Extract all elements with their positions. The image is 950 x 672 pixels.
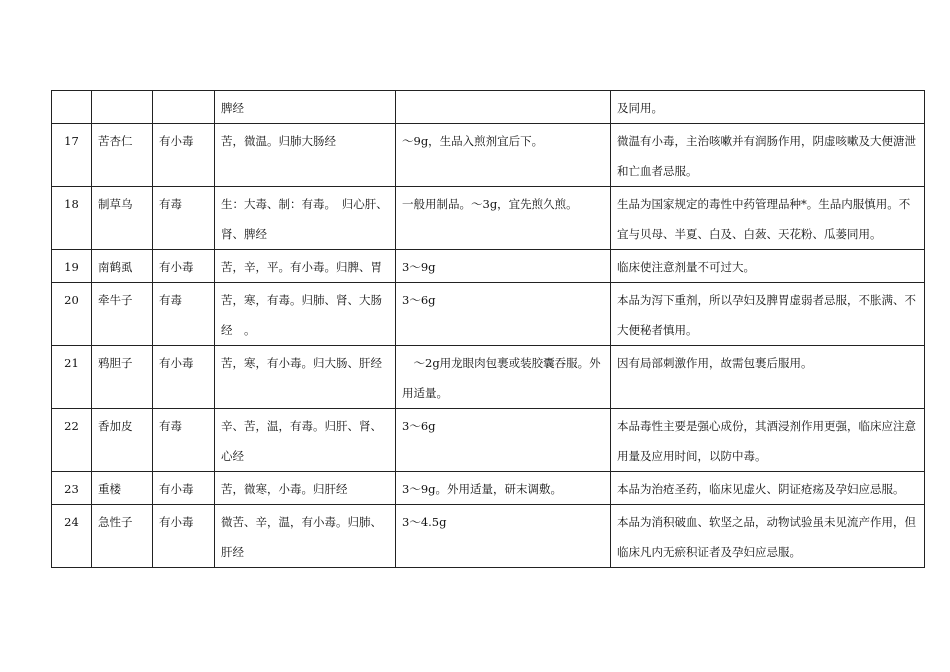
nature-cell: 辛、苦，温，有毒。归肝、肾、心经 <box>215 409 396 472</box>
toxicity-cell: 有毒 <box>153 283 215 346</box>
number-cell: 22 <box>52 409 92 472</box>
dosage-cell: 一般用制品。～3g，宜先煎久煎。 <box>396 187 611 250</box>
herb-toxicity-table <box>51 90 925 568</box>
note-cell: 本品毒性主要是强心成份，其酒浸剂作用更强，临床应注意用量及应用时间，以防中毒。 <box>611 409 925 472</box>
dosage-cell: 3～4.5g <box>396 505 611 568</box>
number-cell: 21 <box>52 346 92 409</box>
table-row <box>52 250 925 283</box>
toxicity-cell: 有毒 <box>153 187 215 250</box>
number-cell: 17 <box>52 124 92 187</box>
dosage-cell: ～2g用龙眼肉包裹或装胶囊吞服。外用适量。 <box>396 346 611 409</box>
toxicity-cell: 有小毒 <box>153 505 215 568</box>
dosage-cell: 3～6g <box>396 409 611 472</box>
toxicity-cell <box>153 91 215 124</box>
dosage-cell <box>396 91 611 124</box>
name-cell: 急性子 <box>92 505 153 568</box>
note-cell: 本品为消积破血、软坚之品，动物试验虽未见流产作用，但临床凡内无瘀积证者及孕妇应忌服。 <box>611 505 925 568</box>
dosage-cell: 3～9g。外用适量，研末调敷。 <box>396 472 611 505</box>
name-cell: 鸦胆子 <box>92 346 153 409</box>
nature-cell: 苦，寒，有毒。归肺、肾、大肠经 。 <box>215 283 396 346</box>
table-row <box>52 124 925 187</box>
table-row <box>52 409 925 472</box>
toxicity-cell: 有毒 <box>153 409 215 472</box>
nature-cell: 苦，辛，平。有小毒。归脾、胃 <box>215 250 396 283</box>
table-row <box>52 187 925 250</box>
note-cell: 本品为泻下重剂，所以孕妇及脾胃虚弱者忌服，不胀满、不大便秘者慎用。 <box>611 283 925 346</box>
note-cell: 及同用。 <box>611 91 925 124</box>
note-cell: 生品为国家规定的毒性中药管理品种*。生品内服慎用。不宜与贝母、半夏、白及、白蔹、天花粉、瓜蒌同用。 <box>611 187 925 250</box>
number-cell: 24 <box>52 505 92 568</box>
note-cell: 本品为治疮圣药，临床见虚火、阴证疮疡及孕妇应忌服。 <box>611 472 925 505</box>
name-cell <box>92 91 153 124</box>
toxicity-cell: 有小毒 <box>153 250 215 283</box>
table-row <box>52 91 925 124</box>
number-cell: 18 <box>52 187 92 250</box>
name-cell: 牵牛子 <box>92 283 153 346</box>
dosage-cell: 3～9g <box>396 250 611 283</box>
note-cell: 临床使注意剂量不可过大。 <box>611 250 925 283</box>
nature-cell: 苦，微温。归肺大肠经 <box>215 124 396 187</box>
table-row <box>52 472 925 505</box>
toxicity-cell: 有小毒 <box>153 124 215 187</box>
name-cell: 南鹤虱 <box>92 250 153 283</box>
toxicity-cell: 有小毒 <box>153 472 215 505</box>
nature-cell: 微苦、辛，温，有小毒。归肺、肝经 <box>215 505 396 568</box>
table-row <box>52 346 925 409</box>
note-cell: 因有局部刺激作用，故需包裹后服用。 <box>611 346 925 409</box>
name-cell: 香加皮 <box>92 409 153 472</box>
nature-cell: 苦，微寒，小毒。归肝经 <box>215 472 396 505</box>
number-cell: 19 <box>52 250 92 283</box>
name-cell: 苦杏仁 <box>92 124 153 187</box>
nature-cell: 生：大毒、制：有毒。 归心肝、肾、脾经 <box>215 187 396 250</box>
dosage-cell: ～9g，生品入煎剂宜后下。 <box>396 124 611 187</box>
nature-cell: 脾经 <box>215 91 396 124</box>
name-cell: 制草乌 <box>92 187 153 250</box>
dosage-cell: 3～6g <box>396 283 611 346</box>
table-row <box>52 283 925 346</box>
name-cell: 重楼 <box>92 472 153 505</box>
note-cell: 微温有小毒，主治咳嗽并有润肠作用，阴虚咳嗽及大便溏泄和亡血者忌服。 <box>611 124 925 187</box>
toxicity-cell: 有小毒 <box>153 346 215 409</box>
nature-cell: 苦，寒，有小毒。归大肠、肝经 <box>215 346 396 409</box>
number-cell: 20 <box>52 283 92 346</box>
number-cell: 23 <box>52 472 92 505</box>
number-cell <box>52 91 92 124</box>
table-row <box>52 505 925 568</box>
